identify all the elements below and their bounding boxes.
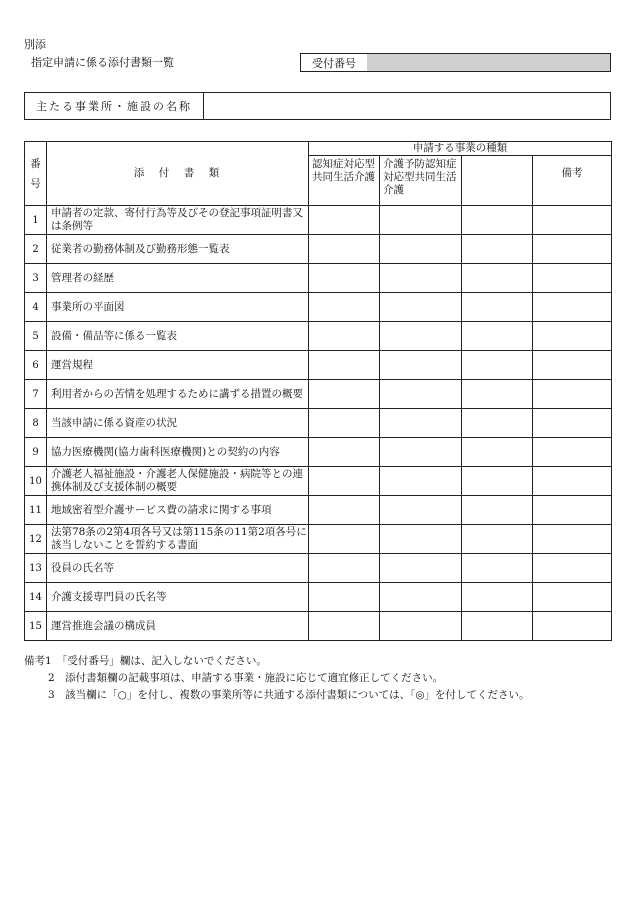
row-number: 5 bbox=[25, 322, 47, 351]
table-row bbox=[25, 264, 612, 293]
mark-cell[interactable] bbox=[309, 467, 380, 496]
remarks-cell[interactable] bbox=[533, 409, 612, 438]
mark-cell[interactable] bbox=[462, 351, 533, 380]
remarks-cell[interactable] bbox=[533, 351, 612, 380]
row-number: 1 bbox=[25, 206, 47, 235]
business-type-1: 認知症対応型共同生活介護 bbox=[309, 156, 380, 206]
row-number: 12 bbox=[25, 525, 47, 554]
mark-cell[interactable] bbox=[462, 612, 533, 641]
mark-cell[interactable] bbox=[380, 351, 462, 380]
row-number: 11 bbox=[25, 496, 47, 525]
document-name: 地域密着型介護サービス費の請求に関する事項 bbox=[47, 496, 309, 525]
row-number: 14 bbox=[25, 583, 47, 612]
table-row bbox=[25, 351, 612, 380]
mark-cell[interactable] bbox=[462, 380, 533, 409]
mark-cell[interactable] bbox=[462, 293, 533, 322]
mark-cell[interactable] bbox=[309, 525, 380, 554]
mark-cell[interactable] bbox=[462, 206, 533, 235]
remarks-cell[interactable] bbox=[533, 264, 612, 293]
table-row bbox=[25, 206, 612, 235]
mark-cell[interactable] bbox=[309, 496, 380, 525]
receipt-number-box bbox=[300, 53, 611, 72]
document-name: 管理者の経歴 bbox=[47, 264, 309, 293]
business-type-2: 介護予防認知症対応型共同生活介護 bbox=[380, 156, 462, 206]
table-row bbox=[25, 409, 612, 438]
remarks-cell[interactable] bbox=[533, 612, 612, 641]
remarks-cell[interactable] bbox=[533, 438, 612, 467]
document-name: 申請者の定款、寄付行為等及びその登記事項証明書又は条例等 bbox=[47, 206, 309, 235]
table-row bbox=[25, 496, 612, 525]
mark-cell[interactable] bbox=[380, 293, 462, 322]
mark-cell[interactable] bbox=[462, 322, 533, 351]
remarks-cell[interactable] bbox=[533, 380, 612, 409]
document-name: 設備・備品等に係る一覧表 bbox=[47, 322, 309, 351]
table-row bbox=[25, 554, 612, 583]
row-number: 7 bbox=[25, 380, 47, 409]
mark-cell[interactable] bbox=[309, 612, 380, 641]
mark-cell[interactable] bbox=[309, 380, 380, 409]
row-number: 9 bbox=[25, 438, 47, 467]
header-documents: 添 付 書 類 bbox=[47, 142, 309, 206]
row-number: 10 bbox=[25, 467, 47, 496]
mark-cell[interactable] bbox=[380, 554, 462, 583]
remarks-cell[interactable] bbox=[533, 496, 612, 525]
table-row bbox=[25, 525, 612, 554]
remarks-cell[interactable] bbox=[533, 322, 612, 351]
table-row bbox=[25, 583, 612, 612]
attachment-documents-table bbox=[24, 141, 612, 641]
mark-cell[interactable] bbox=[380, 583, 462, 612]
list-title: 指定申請に係る添付書類一覧 bbox=[31, 56, 174, 69]
mark-cell[interactable] bbox=[462, 583, 533, 612]
document-name: 利用者からの苦情を処理するために講ずる措置の概要 bbox=[47, 380, 309, 409]
row-number: 15 bbox=[25, 612, 47, 641]
receipt-number-label: 受付番号 bbox=[301, 54, 368, 71]
mark-cell[interactable] bbox=[380, 525, 462, 554]
row-number: 13 bbox=[25, 554, 47, 583]
mark-cell[interactable] bbox=[462, 525, 533, 554]
mark-cell[interactable] bbox=[462, 496, 533, 525]
mark-cell[interactable] bbox=[309, 351, 380, 380]
table-row bbox=[25, 380, 612, 409]
mark-cell[interactable] bbox=[380, 322, 462, 351]
mark-cell[interactable] bbox=[309, 409, 380, 438]
attachment-label: 別添 bbox=[24, 38, 46, 51]
remarks-cell[interactable] bbox=[533, 467, 612, 496]
mark-cell[interactable] bbox=[380, 438, 462, 467]
mark-cell[interactable] bbox=[309, 322, 380, 351]
row-number: 3 bbox=[25, 264, 47, 293]
remarks-cell[interactable] bbox=[533, 235, 612, 264]
mark-cell[interactable] bbox=[462, 235, 533, 264]
row-number: 6 bbox=[25, 351, 47, 380]
mark-cell[interactable] bbox=[309, 264, 380, 293]
mark-cell[interactable] bbox=[380, 235, 462, 264]
document-name: 協力医療機関(協力歯科医療機関)との契約の内容 bbox=[47, 438, 309, 467]
mark-cell[interactable] bbox=[380, 612, 462, 641]
table-row bbox=[25, 438, 612, 467]
mark-cell[interactable] bbox=[380, 206, 462, 235]
note-2: 2 添付書類欄の記載事項は、申請する事業・施設に応じて適宜修正してください。 bbox=[48, 672, 444, 684]
remarks-cell[interactable] bbox=[533, 583, 612, 612]
document-name: 従業者の勤務体制及び勤務形態一覧表 bbox=[47, 235, 309, 264]
document-name: 役員の氏名等 bbox=[47, 554, 309, 583]
table-row bbox=[25, 322, 612, 351]
remarks-cell[interactable] bbox=[533, 206, 612, 235]
document-name: 介護老人福祉施設・介護老人保健施設・病院等との連携体制及び支援体制の概要 bbox=[47, 467, 309, 496]
document-name: 介護支援専門員の氏名等 bbox=[47, 583, 309, 612]
document-name: 運営推進会議の構成員 bbox=[47, 612, 309, 641]
mark-cell[interactable] bbox=[380, 264, 462, 293]
mark-cell[interactable] bbox=[462, 264, 533, 293]
table-row bbox=[25, 612, 612, 641]
header-number: 番号 bbox=[25, 142, 47, 206]
mark-cell[interactable] bbox=[380, 467, 462, 496]
mark-cell[interactable] bbox=[309, 554, 380, 583]
mark-cell[interactable] bbox=[462, 438, 533, 467]
mark-cell[interactable] bbox=[462, 554, 533, 583]
mark-cell[interactable] bbox=[309, 235, 380, 264]
remarks-cell[interactable] bbox=[533, 554, 612, 583]
mark-cell[interactable] bbox=[309, 206, 380, 235]
mark-cell[interactable] bbox=[309, 583, 380, 612]
facility-name-label: 主たる事業所・施設の名称 bbox=[25, 93, 204, 119]
header-business-types: 申請する事業の種類 bbox=[309, 142, 612, 156]
note-3: 3 該当欄に「○」を付し、複数の事業所等に共通する添付書類については、「◎」を付してください。 bbox=[48, 689, 530, 701]
document-name: 法第78条の2第4項各号又は第115条の11第2項各号に該当しないことを誓約する書面 bbox=[47, 525, 309, 554]
facility-name-box bbox=[24, 92, 611, 120]
header-remarks: 備考 bbox=[533, 149, 612, 199]
row-number: 4 bbox=[25, 293, 47, 322]
receipt-number-field[interactable] bbox=[367, 54, 610, 71]
document-name: 事業所の平面図 bbox=[47, 293, 309, 322]
mark-cell[interactable] bbox=[462, 467, 533, 496]
document-name: 当該申請に係る資産の状況 bbox=[47, 409, 309, 438]
table-row bbox=[25, 235, 612, 264]
mark-cell[interactable] bbox=[309, 438, 380, 467]
note-1: 備考1 「受付番号」欄は、記入しないでください。 bbox=[24, 655, 267, 667]
document-name: 運営規程 bbox=[47, 351, 309, 380]
row-number: 2 bbox=[25, 235, 47, 264]
notes bbox=[24, 653, 530, 704]
mark-cell[interactable] bbox=[380, 380, 462, 409]
remarks-cell[interactable] bbox=[533, 525, 612, 554]
mark-cell[interactable] bbox=[309, 293, 380, 322]
table-row bbox=[25, 467, 612, 496]
mark-cell[interactable] bbox=[462, 409, 533, 438]
business-type-3 bbox=[462, 156, 533, 206]
remarks-cell[interactable] bbox=[533, 293, 612, 322]
table-row bbox=[25, 293, 612, 322]
row-number: 8 bbox=[25, 409, 47, 438]
mark-cell[interactable] bbox=[380, 496, 462, 525]
mark-cell[interactable] bbox=[380, 409, 462, 438]
